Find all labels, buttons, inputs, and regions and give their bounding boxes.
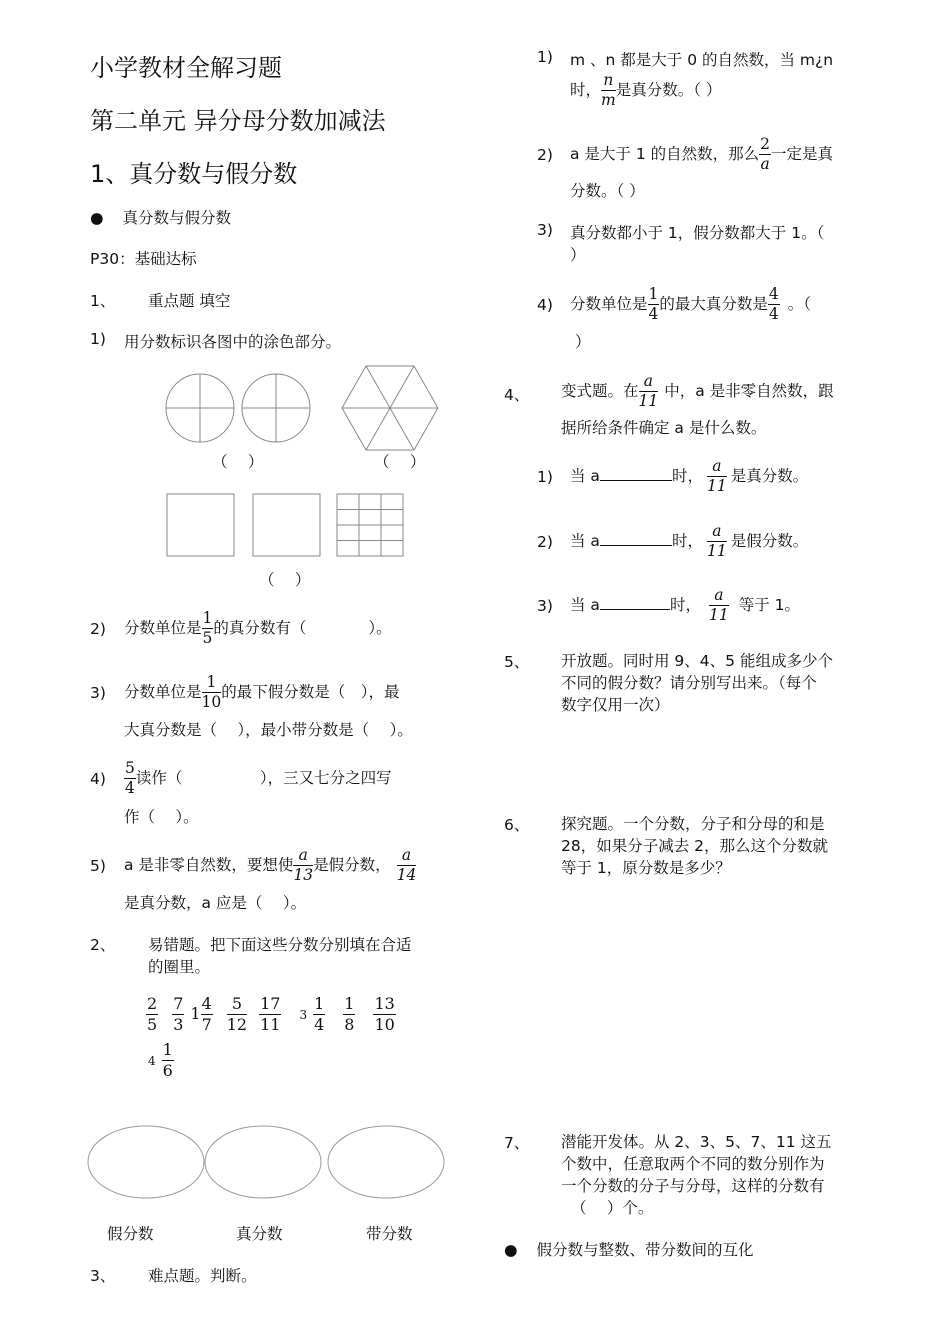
oval-label-improper: 假分数	[107, 1225, 154, 1243]
subq-1-1-number: 1)	[90, 330, 106, 348]
bullet-item-2	[504, 1238, 753, 1260]
fraction: $\frac{4}{4}$	[768, 284, 779, 323]
judge-1-number: 1)	[537, 48, 553, 66]
mixed-number-item: 3 $\frac{1}{4}$	[299, 994, 325, 1034]
fraction-item: $\frac{1}{8}$	[344, 994, 355, 1034]
oval-label-mixed: 带分数	[366, 1225, 413, 1243]
square-figure-1	[167, 494, 234, 556]
fraction-item: $\frac{5}{12}$	[226, 994, 248, 1034]
subq-1-4-text: $\frac{5}{4}$ 读作（ ），三又七分之四写	[125, 758, 392, 797]
section-heading: 1、真分数与假分数	[90, 160, 298, 188]
fraction: $\frac{1}{5}$	[202, 608, 213, 647]
fraction: $\frac{a}{11}$	[706, 456, 727, 495]
question-5-number: 5、	[504, 653, 530, 671]
fraction: $\frac{a}{11}$	[638, 371, 659, 410]
unit-heading: 第二单元 异分母分数加减法	[90, 107, 386, 135]
question-5-text: 开放题。同时用 9、4、5 能组成多少个 不同的假分数？请分别写出来。（每个 数字仅用一次）	[561, 652, 833, 714]
fraction: $\frac{a}{13}$	[293, 845, 314, 884]
subq-4-1-text: 当 a 时， $\frac{a}{11}$ 是真分数。	[570, 456, 809, 495]
fraction-list	[146, 996, 396, 1033]
question-2-text: 易错题。把下面这些分数分别填在合适	[148, 936, 412, 954]
subq-1-1-text: 用分数标识各图中的涂色部分。	[124, 333, 342, 351]
subq-1-5-line2: 是真分数，a 应是（ ）。	[124, 894, 307, 912]
subq-4-3-number: 3)	[537, 597, 553, 615]
answer-paren-squares[interactable]: （ ）	[259, 571, 311, 589]
question-1-number: 1、	[90, 292, 116, 310]
judge-2-number: 2)	[537, 146, 553, 164]
fraction: $\frac{a}{11}$	[706, 521, 727, 560]
fraction: $\frac{n}{m}$	[601, 70, 616, 109]
judge-4-line2: ）	[575, 333, 591, 351]
subq-4-2-number: 2)	[537, 533, 553, 551]
fraction: $\frac{5}{4}$	[125, 758, 135, 797]
oval-label-proper: 真分数	[236, 1225, 283, 1243]
judge-2-text: a 是大于 1 的自然数，那么 $\frac{2}{a}$ 一定是真	[570, 134, 834, 173]
subq-1-4-number: 4)	[90, 770, 106, 788]
fraction-item: $\frac{2}{5}$	[147, 994, 158, 1034]
judge-1-line2: 时， $\frac{n}{m}$ 是真分数。（ ）	[570, 70, 722, 109]
question-2-number: 2、	[90, 936, 116, 954]
fraction-item: $\frac{7}{3}$	[173, 994, 184, 1034]
answer-paren-hexagon[interactable]: （ ）	[374, 453, 426, 471]
question-3-text: 难点题。判断。	[148, 1267, 257, 1285]
fraction: $\frac{1}{10}$	[201, 672, 222, 711]
subq-1-5-number: 5)	[90, 857, 106, 875]
question-7-text: 潜能开发体。从 2、3、5、7、11 这五 个数中，任意取两个不同的数分别作为 一个分数的分子与分母，这样的分数有 （ ）个。	[561, 1133, 832, 1217]
subq-1-2-text: 分数单位是 $\frac{1}{5}$ 的真分数有（ ）。	[124, 608, 392, 647]
subq-1-3-text: 分数单位是 $\frac{1}{10}$ 的最下假分数是（ ），最	[124, 672, 400, 711]
fraction: $\frac{1}{4}$	[648, 284, 659, 323]
answer-blank[interactable]	[600, 466, 672, 481]
subq-1-3-number: 3)	[90, 684, 106, 702]
bullet-dot-icon: ●	[504, 1241, 518, 1259]
mixed-number-item: 1 $\frac{4}{7}$	[190, 994, 212, 1034]
question-4-number: 4、	[504, 386, 530, 404]
fraction: $\frac{a}{14}$	[396, 845, 417, 884]
sorting-ovals	[86, 1124, 448, 1200]
bullet-dot-icon: ●	[90, 209, 104, 227]
subq-1-4-line2: 作（ ）。	[124, 808, 199, 826]
question-6-text: 探究题。一个分数，分子和分母的和是 28，如果分子减去 2，那么这个分数就 等于 1，原分数是多少？	[561, 815, 829, 877]
answer-blank[interactable]	[600, 595, 670, 610]
fraction-item: $\frac{13}{10}$	[374, 994, 395, 1034]
subq-4-2-text: 当 a 时， $\frac{a}{11}$ 是假分数。	[570, 521, 809, 560]
subq-4-1-number: 1)	[537, 468, 553, 486]
question-4-text: 变式题。在 $\frac{a}{11}$ 中，a 是非零自然数，跟	[561, 371, 834, 410]
question-3-number: 3、	[90, 1267, 116, 1285]
judge-4-text: 分数单位是 $\frac{1}{4}$ 的最大真分数是 $\frac{4}{4}$ 。（	[570, 284, 812, 323]
bullet-text: 假分数与整数、带分数间的互化	[536, 1241, 754, 1259]
fraction: $\frac{a}{11}$	[708, 585, 729, 624]
oval-mixed	[328, 1126, 444, 1198]
fraction-item: $\frac{17}{11}$	[260, 994, 281, 1034]
subq-1-2-number: 2)	[90, 620, 106, 638]
subq-1-3-line2: 大真分数是（ ），最小带分数是（ ）。	[124, 721, 413, 739]
oval-proper	[205, 1126, 321, 1198]
answer-paren-circles[interactable]: （ ）	[212, 453, 264, 471]
mixed-number-item: 4 $\frac{1}{6}$	[148, 1040, 173, 1080]
subq-4-3-text: 当 a 时， $\frac{a}{11}$ 等于 1。	[570, 585, 800, 624]
judge-3-text: 真分数都小于 1，假分数都大于 1。（	[570, 224, 825, 242]
answer-blank[interactable]	[600, 531, 672, 546]
oval-improper	[88, 1126, 204, 1198]
question-4-line2: 据所给条件确定 a 是什么数。	[561, 419, 767, 437]
judge-1-text: m 、n 都是大于 0 的自然数，当 m¿n	[570, 51, 834, 69]
question-1-title: 重点题 填空	[148, 292, 231, 310]
subq-1-5-text: a 是非零自然数，要想使 $\frac{a}{13}$ 是假分数， $\frac{a}{14}$	[124, 845, 417, 884]
judge-4-number: 4)	[537, 296, 553, 314]
question-2-line2: 的圈里。	[148, 958, 211, 976]
square-figure-2	[253, 494, 320, 556]
fraction: $\frac{2}{a}$	[760, 134, 771, 173]
page-reference: P30：基础达标	[90, 250, 197, 268]
judge-3-number: 3)	[537, 221, 553, 239]
bullet-item-1	[90, 206, 231, 228]
document-title: 小学教材全解习题	[90, 54, 282, 82]
bullet-text: 真分数与假分数	[122, 209, 231, 227]
question-7-number: 7、	[504, 1134, 530, 1152]
question-6-number: 6、	[504, 816, 530, 834]
judge-3-line2: ）	[570, 246, 586, 264]
judge-2-line2: 分数。（ ）	[570, 182, 645, 200]
